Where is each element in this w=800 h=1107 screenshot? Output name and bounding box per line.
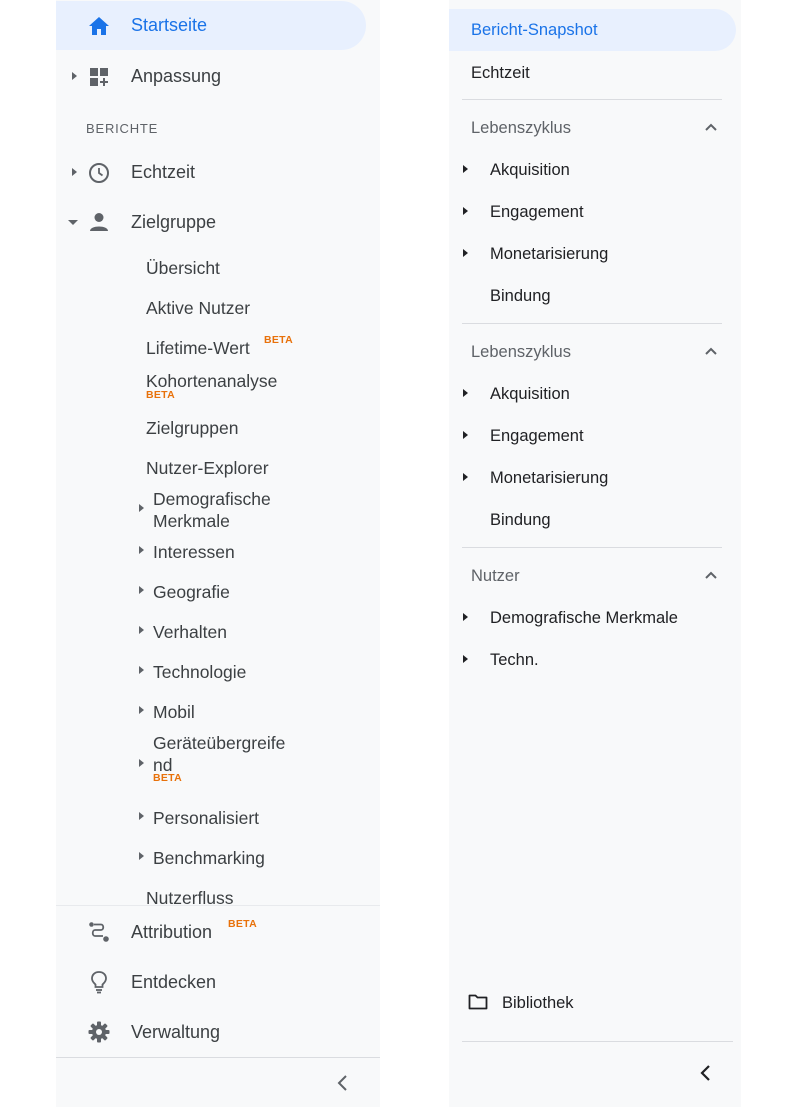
reports-section-header: BERICHTE [86, 121, 159, 136]
sidebar-item-audiences[interactable]: Zielgruppen [146, 418, 239, 438]
expand-arrow-icon [463, 165, 468, 173]
sidebar-item-benchmarking[interactable] [136, 846, 356, 870]
section-title: Lebenszyklus [471, 119, 571, 137]
sidebar-item-cohort-analysis[interactable]: Kohortenanalyse [146, 371, 278, 391]
nav-item-realtime[interactable] [56, 148, 366, 196]
sidebar-item-mobile[interactable] [136, 700, 356, 724]
expand-arrow-icon [139, 626, 144, 634]
dashboard-icon [89, 67, 109, 87]
sidebar-item-label: Geografie [153, 582, 230, 602]
nav-item-customization-label: Anpassung [131, 66, 222, 86]
sidebar-item-interests[interactable] [136, 540, 356, 564]
sidebar-item-users-flow[interactable]: Nutzerfluss [146, 888, 234, 905]
expand-arrow-icon [72, 72, 77, 80]
expand-arrow-icon [463, 431, 468, 439]
sidebar-item-custom[interactable] [136, 806, 356, 830]
section-header-lifecycle[interactable] [449, 108, 741, 146]
expand-arrow-icon [139, 666, 144, 674]
home-icon [88, 16, 110, 36]
nav-item-library[interactable] [449, 985, 741, 1021]
nav-item-audience[interactable] [56, 198, 366, 246]
nav-item-engagement[interactable]: Engagement [490, 427, 584, 445]
clock-icon [88, 162, 110, 184]
nav-item-admin[interactable] [56, 1008, 366, 1056]
sidebar-item-label: Geräteübergreife [153, 733, 286, 753]
section-title: Lebenszyklus [471, 343, 571, 361]
chevron-left-icon[interactable] [336, 1074, 350, 1092]
expand-arrow-icon [463, 389, 468, 397]
divider [56, 905, 380, 906]
section-header-lifecycle[interactable] [449, 332, 741, 370]
scroll-clip-region [56, 880, 380, 905]
expand-arrow-icon [139, 706, 144, 714]
chevron-left-icon[interactable] [699, 1064, 713, 1082]
nav-item-admin-label: Verwaltung [131, 1022, 221, 1042]
sidebar-item-behavior[interactable] [136, 620, 356, 644]
sidebar-item-label: Demografische [153, 489, 271, 509]
sidebar-item-cross-device[interactable] [136, 730, 356, 786]
expand-arrow-icon [139, 759, 144, 767]
nav-item-acquisition[interactable]: Akquisition [490, 161, 570, 179]
sidebar-item-lifetime-value[interactable]: Lifetime-Wert [146, 338, 250, 358]
nav-item-report-snapshot[interactable] [449, 9, 736, 51]
divider [462, 99, 722, 100]
sidebar-item-user-explorer[interactable]: Nutzer-Explorer [146, 458, 269, 478]
nav-item-report-snapshot-label: Bericht-Snapshot [471, 21, 598, 39]
folder-icon [468, 994, 488, 1010]
attribution-icon [88, 921, 110, 943]
beta-badge: BETA [146, 389, 176, 401]
nav-item-monetization[interactable]: Monetarisierung [490, 469, 609, 487]
gear-icon [88, 1021, 110, 1043]
person-icon [89, 212, 109, 232]
nav-item-audience-label: Zielgruppe [131, 212, 217, 232]
lightbulb-icon [90, 970, 108, 994]
nav-item-acquisition[interactable]: Akquisition [490, 385, 570, 403]
nav-item-attribution[interactable] [56, 908, 366, 956]
sidebar-item-label: Personalisiert [153, 808, 260, 828]
sidebar-item-demographics[interactable] [136, 486, 356, 532]
sidebar-item-active-users[interactable]: Aktive Nutzer [146, 298, 251, 318]
expand-arrow-icon [139, 812, 144, 820]
nav-item-home-label: Startseite [131, 15, 208, 35]
expand-arrow-icon [72, 168, 77, 176]
chevron-up-icon [704, 570, 718, 580]
nav-item-demographics[interactable]: Demografische Merkmale [490, 609, 678, 627]
right-navigation-panel [449, 0, 741, 1107]
section-header-users[interactable] [449, 556, 741, 594]
sidebar-item-label: Technologie [153, 662, 247, 682]
nav-item-tech[interactable]: Techn. [490, 651, 539, 669]
beta-badge: BETA [264, 334, 294, 346]
expand-arrow-icon [139, 586, 144, 594]
nav-item-discover[interactable] [56, 958, 366, 1006]
divider [462, 323, 722, 324]
expand-arrow-icon [139, 852, 144, 860]
sidebar-item-label: Verhalten [153, 622, 227, 642]
expand-arrow-icon [463, 207, 468, 215]
nav-item-monetization[interactable]: Monetarisierung [490, 245, 609, 263]
nav-item-retention[interactable]: Bindung [490, 287, 551, 305]
sidebar-item-geography[interactable] [136, 580, 356, 604]
expand-arrow-icon [463, 655, 468, 663]
beta-badge: BETA [153, 772, 183, 784]
expand-arrow-icon [463, 249, 468, 257]
sidebar-item-label: Benchmarking [153, 848, 265, 868]
expand-arrow-icon [139, 504, 144, 512]
nav-item-engagement[interactable]: Engagement [490, 203, 584, 221]
sidebar-item-label: Merkmale [153, 511, 230, 531]
sidebar-item-label: Mobil [153, 702, 195, 722]
beta-badge: BETA [228, 918, 258, 930]
sidebar-item-label: Interessen [153, 542, 235, 562]
sidebar-item-overview[interactable]: Übersicht [146, 258, 220, 278]
section-title: Nutzer [471, 567, 520, 585]
expand-arrow-icon [139, 546, 144, 554]
collapse-arrow-icon [68, 220, 78, 225]
sidebar-item-technology[interactable] [136, 660, 356, 684]
divider [56, 1057, 380, 1058]
nav-item-realtime-label: Echtzeit [131, 162, 196, 182]
divider [462, 1041, 733, 1042]
expand-arrow-icon [463, 473, 468, 481]
divider [462, 547, 722, 548]
nav-item-retention[interactable]: Bindung [490, 511, 551, 529]
nav-item-home[interactable] [56, 1, 366, 50]
expand-arrow-icon [463, 613, 468, 621]
nav-item-discover-label: Entdecken [131, 972, 217, 992]
sidebar-item-label: nd [153, 755, 173, 775]
nav-item-realtime[interactable]: Echtzeit [471, 64, 530, 82]
nav-item-library-label: Bibliothek [502, 994, 574, 1012]
chevron-up-icon [704, 346, 718, 356]
nav-item-attribution-label: Attribution [131, 922, 213, 942]
chevron-up-icon [704, 122, 718, 132]
nav-item-customization[interactable] [56, 52, 366, 100]
left-navigation-panel [56, 0, 380, 1107]
